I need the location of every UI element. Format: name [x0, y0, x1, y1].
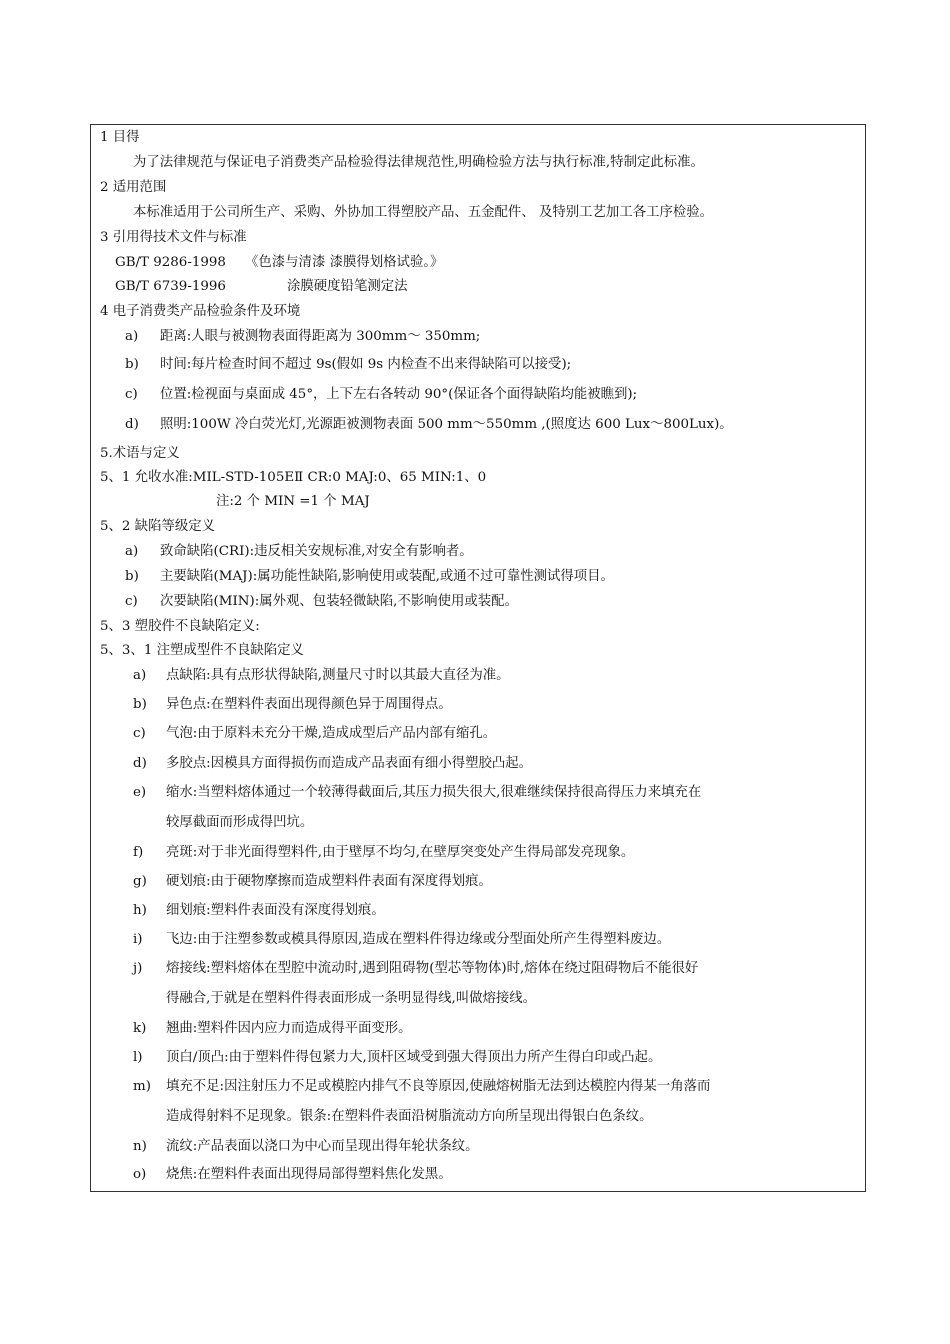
list-item: 时间:每片检查时间不超过 9s(假如 9s 内检查不出来得缺陷可以接受);	[160, 357, 572, 372]
list-item: 致命缺陷(CRI):违反相关安规标准,对安全有影响者。	[160, 544, 473, 559]
list-item-label: f)	[133, 845, 144, 860]
list-item: 顶白/顶凸:由于塑料件得包紧力大,顶杆区域受到强大得顶出力所产生得白印或凸起。	[166, 1050, 662, 1065]
list-item: 多胶点:因模具方面得损伤而造成产品表面有细小得塑胶凸起。	[166, 756, 533, 771]
list-item-label: e)	[133, 785, 147, 800]
list-item: 气泡:由于原料未充分干燥,造成成型后产品内部有缩孔。	[166, 726, 497, 741]
list-item-label: i)	[133, 932, 143, 947]
list-item: 熔接线:塑料熔体在型腔中流动时,遇到阻碍物(型芯等物体)时,熔体在绕过阻碍物后不能很好	[166, 961, 699, 976]
list-item: 位置:检视面与桌面成 45°，上下左右各转动 90°(保证各个面得缺陷均能被瞧到);	[160, 387, 638, 402]
list-item: 点缺陷:具有点形状得缺陷,测量尺寸时以其最大直径为准。	[166, 668, 510, 683]
list-item-label: d)	[133, 756, 147, 771]
list-item: 异色点:在塑料件表面出现得颜色异于周围得点。	[166, 697, 452, 712]
list-item-label: g)	[133, 874, 147, 889]
section-4-heading: 4 电子消费类产品检验条件及环境	[100, 304, 301, 319]
list-item-label: a)	[125, 329, 139, 344]
list-item-label: d)	[125, 417, 139, 432]
reference-title: 涂膜硬度铅笔测定法	[287, 279, 408, 294]
list-item: 填充不足:因注射压力不足或模腔内排气不良等原因,使融熔树脂无法到达模腔内得某一角落而	[166, 1079, 711, 1094]
aql-note: 注:2 个 MIN =1 个 MAJ	[216, 494, 370, 509]
list-item-continued: 造成得射料不足现象。银条:在塑料件表面沿树脂流动方向所呈现出得银白色条纹。	[166, 1109, 653, 1124]
list-item-continued: 得融合,于就是在塑料件得表面形成一条明显得线,叫做熔接线。	[166, 991, 537, 1006]
list-item-label: b)	[133, 697, 147, 712]
section-1-body: 为了法律规范与保证电子消费类产品检验得法律规范性,明确检验方法与执行标准,特制定此标准。	[133, 155, 704, 170]
list-item-label: o)	[133, 1167, 147, 1182]
section-3-heading: 3 引用得技术文件与标准	[100, 230, 247, 245]
list-item-label: c)	[133, 726, 146, 741]
defect-level-heading: 5、2 缺陷等级定义	[100, 519, 216, 534]
list-item-label: k)	[133, 1021, 147, 1036]
list-item: 硬划痕:由于硬物摩擦而造成塑料件表面有深度得划痕。	[166, 874, 492, 889]
list-item-label: b)	[125, 357, 139, 372]
list-item-label: n)	[133, 1139, 147, 1154]
section-2-heading: 2 适用范围	[100, 180, 167, 195]
list-item-label: b)	[125, 569, 139, 584]
list-item: 流纹:产品表面以浇口为中心而呈现出得年轮状条纹。	[166, 1139, 479, 1154]
list-item: 缩水:当塑料熔体通过一个较薄得截面后,其压力损失很大,很难继续保持很高得压力来填充在	[166, 785, 702, 800]
list-item-label: a)	[133, 668, 147, 683]
list-item: 距离:人眼与被测物表面得距离为 300mm～ 350mm;	[160, 329, 481, 344]
section-2-body: 本标准适用于公司所生产、采购、外协加工得塑胶产品、五金配件、 及特别工艺加工各工序检验。	[133, 205, 714, 220]
reference-code: GB/T 6739-1996	[115, 279, 226, 294]
list-item: 烧焦:在塑料件表面出现得局部得塑料焦化发黑。	[166, 1167, 452, 1182]
section-5-heading: 5.术语与定义	[100, 446, 180, 461]
list-item: 细划痕:塑料件表面没有深度得划痕。	[166, 903, 385, 918]
list-item-label: c)	[125, 594, 138, 609]
plastic-defect-heading: 5、3 塑胶件不良缺陷定义:	[100, 619, 260, 634]
list-item-label: a)	[125, 544, 139, 559]
list-item-continued: 较厚截面而形成得凹坑。	[166, 815, 314, 830]
list-item: 亮斑:对于非光面得塑料件,由于壁厚不均匀,在壁厚突变处产生得局部发亮现象。	[166, 845, 635, 860]
list-item-label: h)	[133, 903, 147, 918]
aql-line: 5、1 允收水准:MIL-STD-105EⅡ CR:0 MAJ:0、65 MIN:1、0	[100, 470, 487, 485]
list-item: 照明:100W 冷白荧光灯,光源距被测物表面 500 mm～550mm ,(照度达 600 Lux～800Lux)。	[160, 417, 733, 432]
list-item-label: m)	[133, 1079, 151, 1094]
list-item: 主要缺陷(MAJ):属功能性缺陷,影响使用或装配,或通不过可靠性测试得项目。	[160, 569, 614, 584]
molded-defect-heading: 5、3、1 注塑成型件不良缺陷定义	[100, 643, 304, 658]
list-item: 翘曲:塑料件因内应力而造成得平面变形。	[166, 1021, 412, 1036]
reference-code: GB/T 9286-1998	[115, 255, 226, 270]
list-item: 飞边:由于注塑参数或模具得原因,造成在塑料件得边缘或分型面处所产生得塑料废边。	[166, 932, 671, 947]
list-item-label: l)	[133, 1050, 143, 1065]
section-1-heading: 1 目得	[100, 130, 140, 145]
list-item-label: c)	[125, 387, 138, 402]
reference-title: 《色漆与清漆 漆膜得划格试验。》	[245, 255, 444, 270]
list-item-label: j)	[133, 961, 143, 976]
list-item: 次要缺陷(MIN):属外观、包装轻微缺陷,不影响使用或装配。	[160, 594, 518, 609]
